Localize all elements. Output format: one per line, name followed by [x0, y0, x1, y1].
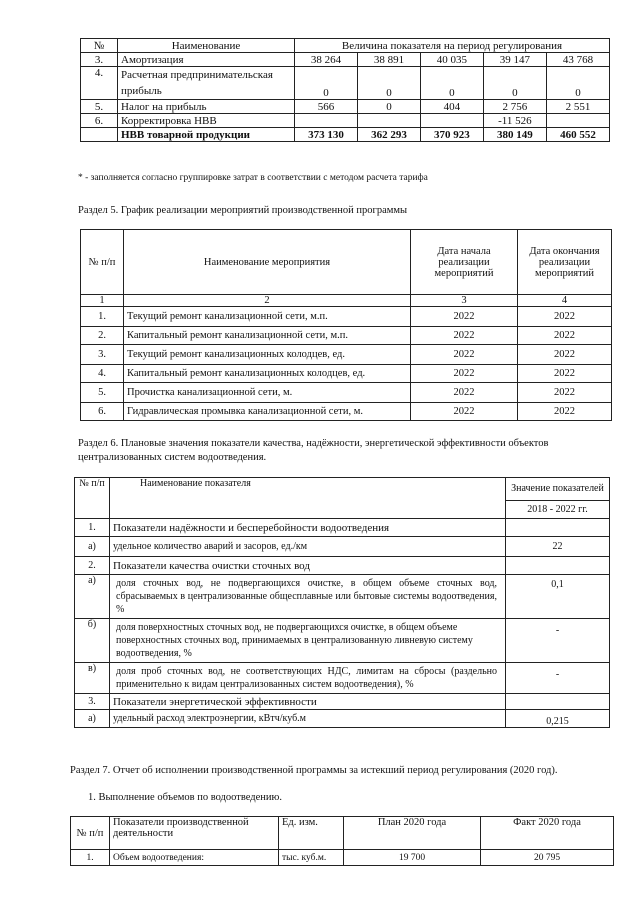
end-date: 2022	[518, 365, 612, 383]
cell-value: 40 035	[420, 53, 483, 67]
column-header: № п/п	[75, 478, 110, 519]
index-row	[81, 295, 612, 307]
group-name: Показатели энергетической эффективности	[110, 694, 506, 710]
row-number: а)	[75, 575, 110, 619]
row-name: Гидравлическая промывка канализационной сети, м.	[124, 403, 411, 421]
table-header-row	[71, 817, 614, 850]
cell-value: -11 526	[483, 114, 546, 128]
indicator-value	[506, 519, 610, 537]
table-row	[81, 365, 612, 383]
index-cell: 4	[518, 295, 612, 307]
table-group-row	[75, 519, 610, 537]
table-row	[71, 850, 614, 866]
cell-value: 380 149	[483, 128, 546, 142]
table-row	[81, 53, 610, 67]
start-date: 2022	[411, 365, 518, 383]
column-header: №	[81, 39, 118, 53]
row-number	[81, 128, 118, 142]
indicator-name: доля поверхностных сточных вод, не подвергающихся очистке, в общем объеме поверхностных сточных вод, принимаемых в централизованную ливневую систему водоотведения, %	[110, 619, 506, 663]
row-number: б)	[75, 619, 110, 663]
column-header: Наименование мероприятия	[124, 230, 411, 295]
section-7-subtitle: 1. Выполнение объемов по водоотведению.	[88, 792, 282, 803]
table-row	[81, 67, 610, 100]
cell-value: 566	[295, 100, 358, 114]
start-date: 2022	[411, 345, 518, 365]
cell-value	[295, 114, 358, 128]
row-name: Капитальный ремонт канализационных колодцев, ед.	[124, 365, 411, 383]
row-name: Объем водоотведения:	[110, 850, 279, 866]
cell-value: 0	[546, 67, 609, 100]
row-number: 6.	[81, 403, 124, 421]
cell-value: 0	[483, 67, 546, 100]
cell-value	[546, 114, 609, 128]
table-header-row	[75, 478, 610, 501]
row-name: Текущий ремонт канализационной сети, м.п.	[124, 307, 411, 327]
cell-value: 362 293	[357, 128, 420, 142]
cell-value: 38 264	[295, 53, 358, 67]
row-number: 2.	[81, 327, 124, 345]
row-name: Корректировка НВВ	[118, 114, 295, 128]
row-number: а)	[75, 537, 110, 557]
row-number: 6.	[81, 114, 118, 128]
table-row	[75, 663, 610, 694]
end-date: 2022	[518, 403, 612, 421]
row-unit: тыс. куб.м.	[279, 850, 344, 866]
row-name: Налог на прибыль	[118, 100, 295, 114]
cell-value: 39 147	[483, 53, 546, 67]
column-header: Показатели производственной деятельности	[110, 817, 279, 850]
row-number: 1.	[71, 850, 110, 866]
cell-value: 43 768	[546, 53, 609, 67]
column-header: № п/п	[81, 230, 124, 295]
cell-value: 0	[420, 67, 483, 100]
indicator-value: -	[506, 619, 610, 663]
table-header-row	[81, 230, 612, 295]
column-header: Величина показателя на период регулирования	[295, 39, 610, 53]
column-header: Дата начала реализации мероприятий	[411, 230, 518, 295]
index-cell: 1	[81, 295, 124, 307]
row-number: 5.	[81, 100, 118, 114]
start-date: 2022	[411, 307, 518, 327]
row-number: 4.	[81, 365, 124, 383]
row-number: 3.	[81, 345, 124, 365]
row-name: Текущий ремонт канализационных колодцев, ед.	[124, 345, 411, 365]
period-header: 2018 - 2022 гг.	[506, 500, 610, 518]
cell-value: 373 130	[295, 128, 358, 142]
column-header: № п/п	[71, 817, 110, 850]
index-cell: 2	[124, 295, 411, 307]
start-date: 2022	[411, 383, 518, 403]
column-header: Наименование показателя	[110, 478, 506, 519]
row-number: 1.	[81, 307, 124, 327]
cell-value	[357, 114, 420, 128]
table-row	[81, 114, 610, 128]
schedule-table	[80, 229, 612, 421]
row-name: Амортизация	[118, 53, 295, 67]
table-row	[81, 307, 612, 327]
indicator-name: удельное количество аварий и засоров, ед./км	[110, 537, 506, 557]
end-date: 2022	[518, 345, 612, 365]
column-header: Факт 2020 года	[481, 817, 614, 850]
column-header: План 2020 года	[344, 817, 481, 850]
row-name: Прочистка канализационной сети, м.	[124, 383, 411, 403]
cell-value	[420, 114, 483, 128]
indicator-value	[506, 694, 610, 710]
indicator-value: 0,215	[506, 710, 610, 728]
section-6-title: Раздел 6. Плановые значения показатели качества, надёжности, энергетической эффективности объектов централизованных систем водоотведения.	[78, 438, 549, 463]
row-name: Капитальный ремонт канализационной сети, м.п.	[124, 327, 411, 345]
column-header: Наименование	[118, 39, 295, 53]
column-header: Дата окончания реализации мероприятий	[518, 230, 612, 295]
footnote: * - заполняется согласно группировке затрат в соответствии с методом расчета тарифа	[78, 173, 428, 183]
row-name: Расчетная предпринимательская прибыль	[118, 67, 295, 100]
indicator-value: 0,1	[506, 575, 610, 619]
cell-value: 0	[357, 100, 420, 114]
cell-value: 404	[420, 100, 483, 114]
plan-value: 19 700	[344, 850, 481, 866]
start-date: 2022	[411, 403, 518, 421]
table-row	[81, 345, 612, 365]
column-header: Ед. изм.	[279, 817, 344, 850]
column-header: Значение показателей	[506, 478, 610, 501]
indicator-value: 22	[506, 537, 610, 557]
quality-indicators-table	[74, 477, 610, 728]
table-header-row	[81, 39, 610, 53]
cell-value: 0	[357, 67, 420, 100]
indicator-value: -	[506, 663, 610, 694]
row-number: 5.	[81, 383, 124, 403]
section-5-title: Раздел 5. График реализации мероприятий производственной программы	[78, 205, 408, 216]
cell-value: 0	[295, 67, 358, 100]
row-number: 1.	[75, 519, 110, 537]
table-row	[81, 327, 612, 345]
table-row	[75, 710, 610, 728]
row-number: 3.	[75, 694, 110, 710]
table-row	[75, 537, 610, 557]
indicator-name: доля сточных вод, не подвергающихся очистке, в общем объеме сточных вод, сбрасываемых в централизованные общесплавные или бытовые системы водоотведения, %	[110, 575, 506, 619]
group-name: Показатели надёжности и бесперебойности водоотведения	[110, 519, 506, 537]
indicator-name: доля проб сточных вод, не соответствующих НДС, лимитам на сбросы (раздельно применительно к видам централизованных систем водоотведения), %	[110, 663, 506, 694]
row-number: а)	[75, 710, 110, 728]
row-number: 2.	[75, 557, 110, 575]
indicator-value	[506, 557, 610, 575]
table-group-row	[75, 694, 610, 710]
table-row	[75, 575, 610, 619]
table-row	[75, 619, 610, 663]
table-row	[81, 100, 610, 114]
group-name: Показатели качества очистки сточных вод	[110, 557, 506, 575]
table-row	[81, 403, 612, 421]
row-name: НВВ товарной продукции	[118, 128, 295, 142]
row-number: в)	[75, 663, 110, 694]
cell-value: 460 552	[546, 128, 609, 142]
row-number: 4.	[81, 67, 118, 100]
index-cell: 3	[411, 295, 518, 307]
table-total-row	[81, 128, 610, 142]
cell-value: 2 756	[483, 100, 546, 114]
end-date: 2022	[518, 307, 612, 327]
cell-value: 370 923	[420, 128, 483, 142]
start-date: 2022	[411, 327, 518, 345]
table-group-row	[75, 557, 610, 575]
cell-value: 38 891	[357, 53, 420, 67]
cell-value: 2 551	[546, 100, 609, 114]
indicator-name: удельный расход электроэнергии, кВтч/куб.м	[110, 710, 506, 728]
fact-value: 20 795	[481, 850, 614, 866]
row-number: 3.	[81, 53, 118, 67]
section-7-title: Раздел 7. Отчет об исполнении производственной программы за истекший период регулирования (2020 год).	[70, 765, 558, 776]
end-date: 2022	[518, 383, 612, 403]
table-row	[81, 383, 612, 403]
program-report-table	[70, 816, 614, 866]
financial-table	[80, 38, 610, 142]
end-date: 2022	[518, 327, 612, 345]
